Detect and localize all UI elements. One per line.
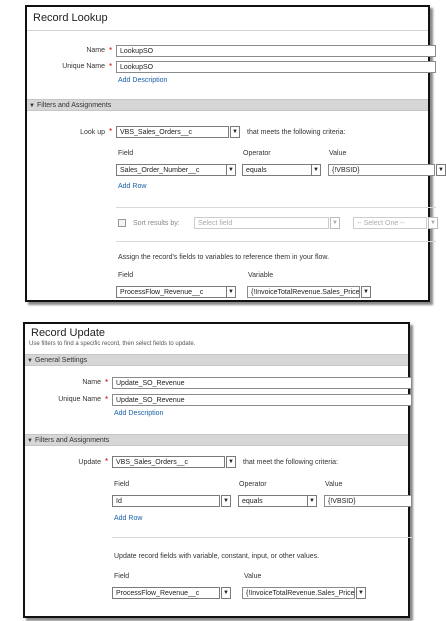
unique-name-label: Unique Name: [58, 396, 101, 403]
divider: [112, 537, 412, 538]
record-update-panel: [23, 322, 410, 618]
unique-name-input[interactable]: LookupSO: [116, 61, 436, 73]
operator-column-header: Operator: [243, 150, 271, 157]
required-icon: *: [109, 127, 113, 136]
field-column-header: Field: [114, 481, 130, 488]
intro-text: Use filters to find a specific record, then select fields to update.: [29, 341, 196, 347]
collapse-icon: ▼: [29, 103, 35, 109]
operator-column-header: Operator: [239, 481, 267, 488]
name-label: Name: [82, 379, 101, 386]
record-lookup-panel: [25, 5, 444, 302]
section-title: General Settings: [34, 357, 88, 364]
chevron-down-icon[interactable]: ▼: [361, 286, 371, 298]
chevron-down-icon[interactable]: ▼: [330, 217, 340, 229]
value-column-header: Value: [244, 573, 262, 580]
name-input[interactable]: LookupSO: [116, 45, 436, 57]
filters-section-header[interactable]: [25, 434, 408, 446]
section-title: Filters and Assignments: [36, 102, 112, 109]
chevron-down-icon[interactable]: ▼: [226, 456, 236, 468]
field-column-header: Field: [118, 272, 134, 279]
sort-checkbox[interactable]: [118, 219, 126, 227]
add-row-link[interactable]: Add Row: [114, 515, 143, 522]
sort-order-select[interactable]: -- Select One --: [353, 217, 427, 229]
chevron-down-icon[interactable]: ▼: [221, 587, 231, 599]
section-title: Filters and Assignments: [34, 437, 110, 444]
chevron-down-icon[interactable]: ▼: [221, 495, 231, 507]
criteria-text: that meet the following criteria:: [243, 459, 338, 466]
field-column-header: Field: [114, 573, 130, 580]
object-select[interactable]: VBS_Sales_Orders__c: [112, 456, 225, 468]
update-instructions: Update record fields with variable, constant, input, or other values.: [114, 553, 320, 560]
chevron-down-icon[interactable]: ▼: [356, 587, 366, 599]
assign-field-select[interactable]: ProcessFlow_Revenue__c: [116, 286, 227, 298]
chevron-down-icon[interactable]: ▼: [230, 126, 240, 138]
chevron-down-icon[interactable]: ▼: [226, 164, 236, 176]
chevron-down-icon[interactable]: ▼: [428, 217, 438, 229]
required-icon: *: [109, 62, 113, 71]
chevron-down-icon[interactable]: ▼: [436, 164, 446, 176]
required-icon: *: [109, 46, 113, 55]
collapse-icon: ▼: [27, 438, 33, 444]
record-lookup-title: Record Lookup: [33, 12, 108, 24]
add-row-link[interactable]: Add Row: [118, 183, 147, 190]
field-column-header: Field: [118, 150, 134, 157]
variable-column-header: Variable: [248, 272, 274, 279]
criteria-operator-select[interactable]: equals: [238, 495, 308, 507]
add-description-link[interactable]: Add Description: [118, 77, 168, 84]
filters-section-header[interactable]: [27, 99, 428, 111]
assign-instructions: Assign the record's fields to variables to reference them in your flow.: [118, 254, 330, 261]
update-label: Update: [78, 459, 101, 466]
record-lookup-titlebar: [27, 7, 428, 31]
name-input[interactable]: Update_SO_Revenue: [112, 377, 412, 389]
required-icon: *: [105, 395, 109, 404]
divider: [116, 207, 436, 208]
sort-field-select[interactable]: Select field: [194, 217, 329, 229]
unique-name-input[interactable]: Update_SO_Revenue: [112, 394, 412, 406]
name-label: Name: [86, 47, 105, 54]
general-settings-header[interactable]: [25, 354, 408, 366]
assign-field-select[interactable]: ProcessFlow_Revenue__c: [112, 587, 220, 599]
criteria-value-input[interactable]: {!VBSID}: [328, 164, 435, 176]
required-icon: *: [105, 378, 109, 387]
lookup-label: Look up: [80, 129, 105, 136]
criteria-field-select[interactable]: Sales_Order_Number__c: [116, 164, 227, 176]
assign-value-input[interactable]: {!InvoiceTotalRevenue.Sales_Price: [242, 587, 355, 599]
unique-name-label: Unique Name: [62, 63, 105, 70]
object-select[interactable]: VBS_Sales_Orders__c: [116, 126, 229, 138]
chevron-down-icon[interactable]: ▼: [307, 495, 317, 507]
add-description-link[interactable]: Add Description: [114, 410, 164, 417]
required-icon: *: [105, 457, 109, 466]
chevron-down-icon[interactable]: ▼: [311, 164, 321, 176]
divider: [116, 241, 436, 242]
assign-variable-input[interactable]: {!InvoiceTotalRevenue.Sales_Price: [247, 286, 360, 298]
sort-label: Sort results by:: [133, 220, 180, 227]
value-column-header: Value: [329, 150, 347, 157]
collapse-icon: ▼: [27, 358, 33, 364]
criteria-value-input[interactable]: {!VBSID}: [324, 495, 412, 507]
chevron-down-icon[interactable]: ▼: [226, 286, 236, 298]
criteria-field-select[interactable]: Id: [112, 495, 220, 507]
value-column-header: Value: [325, 481, 343, 488]
criteria-text: that meets the following criteria:: [247, 129, 346, 136]
criteria-operator-select[interactable]: equals: [242, 164, 312, 176]
record-update-title: Record Update: [31, 327, 105, 339]
